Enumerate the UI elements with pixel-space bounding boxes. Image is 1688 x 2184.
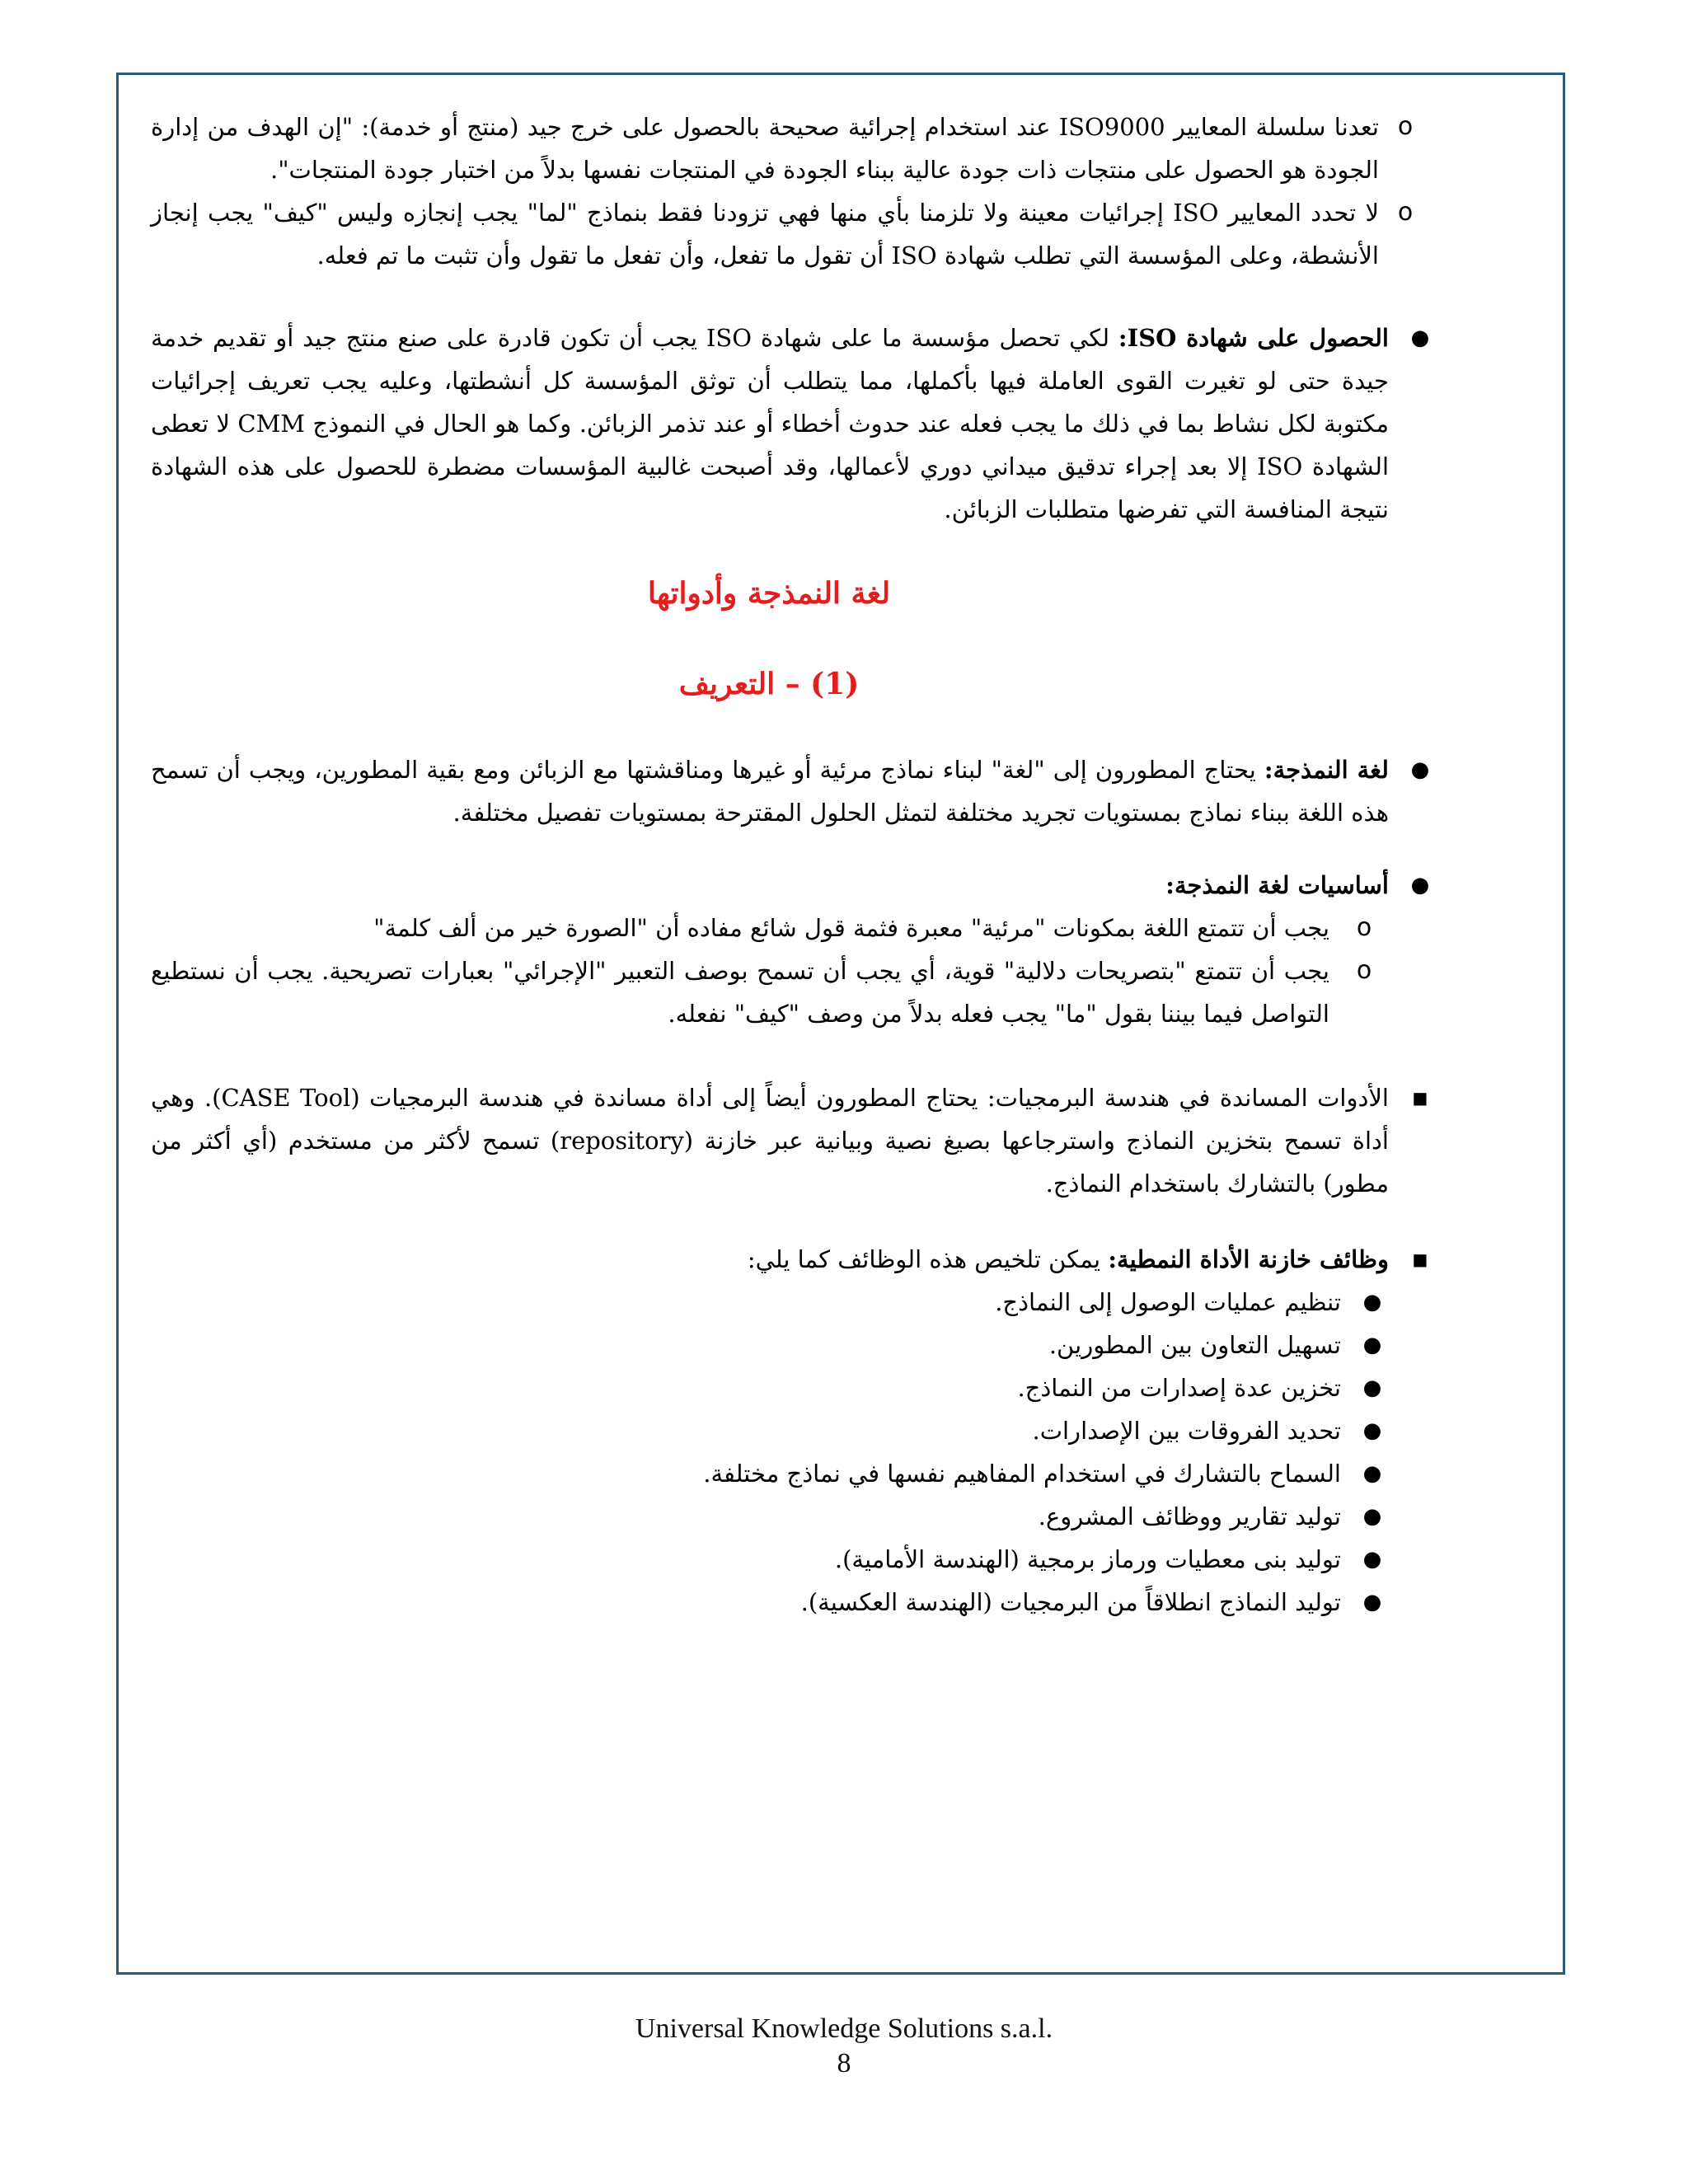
list-item-text: السماح بالتشارك في استخدام المفاهيم نفسها في نماذج مختلفة. (703, 1460, 1341, 1488)
list-item-text: تسهيل التعاون بين المطورين. (1048, 1331, 1341, 1359)
list-item (151, 949, 1389, 1035)
iso-certificate-label: الحصول على شهادة ISO: (1118, 324, 1389, 352)
list-item (151, 105, 1437, 191)
list-item-text: تخزين عدة إصدارات من النماذج. (1017, 1374, 1341, 1402)
bullet-icon: ● (1410, 873, 1430, 898)
page-content (151, 105, 1437, 1624)
iso-certificate-paragraph (151, 316, 1437, 531)
list-item-text: تنظيم عمليات الوصول إلى النماذج. (995, 1288, 1341, 1316)
bullet-icon: ● (1410, 757, 1430, 782)
basics-label: أساسيات لغة النمذجة: (1165, 871, 1389, 899)
modeling-language-text: يحتاج المطورون إلى "لغة" لبناء نماذج مرئية أو غيرها ومناقشتها مع الزبائن ومع بقية المطورين، ويجب أن تسمح هذه اللغة ببناء نماذج بمستويات تجريد مختلفة لتمثل الحلول المقترحة بمستويات تفصيل مختلفة. (151, 756, 1389, 827)
list-item-text: تعدنا سلسلة المعايير ISO9000 عند استخدام إجرائية صحيحة بالحصول على خرج جيد (منتج أو خدمة): "إن الهدف من إدارة الجودة هو الحصول على منتجات ذات جودة عالية ببناء الجودة في المنتجات نفسها بدلاً من اختبار جودة المنتجات". (151, 113, 1379, 184)
modeling-language-label: لغة النمذجة: (1264, 756, 1389, 784)
bullet-icon: ● (1410, 326, 1430, 350)
list-item-text: لا تحدد المعايير ISO إجرائيات معينة ولا تلزمنا بأي منها فهي تزودنا فقط بنماذج "لما" يجب إنجازه وليس "كيف" يجب إنجاز الأنشطة، وعلى المؤسسة التي تطلب شهادة ISO أن تقول ما تفعل، وأن تفعل ما تقول وأن تثبت ما تم فعله. (151, 199, 1379, 269)
list-item (151, 1324, 1389, 1366)
modeling-language-paragraph (151, 748, 1437, 834)
case-tools-text: الأدوات المساندة في هندسة البرمجيات: يحتاج المطورون أيضاً إلى أداة مساندة في هندسة البرمجيات (CASE Tool). وهي أداة تسمح بتخزين النماذج واسترجاعها بصيغ نصية وبيانية عبر خازنة (repository) تسمح لأكثر من مستخدم (أي أكثر من مطور) بالتشارك باستخدام النماذج. (151, 1084, 1389, 1197)
repository-functions-list (151, 1281, 1389, 1624)
case-tools-paragraph (151, 1076, 1437, 1205)
subsection-heading: (1) – التعريف (678, 667, 860, 701)
repository-functions-label: وظائف خازنة الأداة النمطية: (1108, 1245, 1389, 1273)
bullet-icon: ● (1362, 1547, 1382, 1572)
list-item-text: يجب أن تتمتع "بتصريحات دلالية" قوية، أي يجب أن تسمح بوصف التعبير "الإجرائي" بعبارات تصريحية. يجب أن نستطيع التواصل فيما بيننا بقول "ما" يجب فعله بدلاً من وصف "كيف" نفعله. (151, 957, 1329, 1028)
list-item-text: توليد النماذج انطلاقاً من البرمجيات (الهندسة العكسية). (800, 1588, 1341, 1616)
repository-functions-text: يمكن تلخيص هذه الوظائف كما يلي: (747, 1245, 1109, 1273)
footer-company: Universal Knowledge Solutions s.a.l. (635, 2013, 1053, 2044)
bullet-icon: ● (1362, 1461, 1382, 1486)
circle-bullet-icon: o (1397, 112, 1414, 141)
bullet-icon: ● (1362, 1418, 1382, 1443)
circle-bullet-icon: o (1356, 913, 1372, 942)
list-item-text: تحديد الفروقات بين الإصدارات. (1032, 1417, 1341, 1445)
bullet-icon: ● (1362, 1590, 1382, 1615)
basics-heading (151, 864, 1437, 907)
list-item (151, 1409, 1389, 1452)
list-item-text: يجب أن تتمتع اللغة بمكونات "مرئية" معبرة فثمة قول شائع مفاده أن "الصورة خير من ألف كلمة" (373, 914, 1329, 942)
section-heading: لغة النمذجة وأدواتها (647, 576, 891, 611)
repository-functions-heading (151, 1238, 1437, 1281)
bullet-icon: ● (1362, 1290, 1382, 1315)
square-bullet-icon: ■ (1412, 1249, 1428, 1269)
list-item-text: توليد بنى معطيات ورماز برمجية (الهندسة الأمامية). (834, 1545, 1341, 1573)
list-item (151, 1538, 1389, 1581)
list-item (151, 1452, 1389, 1495)
list-item (151, 1366, 1389, 1409)
list-item (151, 191, 1437, 277)
bullet-icon: ● (1362, 1504, 1382, 1529)
list-item-text: توليد تقارير ووظائف المشروع. (1038, 1502, 1341, 1530)
square-bullet-icon: ■ (1412, 1088, 1428, 1108)
list-item (151, 1281, 1389, 1324)
page-number: 8 (837, 2048, 851, 2079)
iso-certificate-text: لكي تحصل مؤسسة ما على شهادة ISO يجب أن تكون قادرة على صنع منتج جيد أو تقديم خدمة جيدة حتى لو تغيرت القوى العاملة فيها بأكملها، مما يتطلب أن توثق المؤسسة كل أنشطتها، وعليه يجب تعريف إجرائيات مكتوبة لكل نشاط بما في ذلك ما يجب فعله عند حدوث أخطاء أو عند تذمر الزبائن. وكما هو الحال في النموذج CMM لا تعطى الشهادة ISO إلا بعد إجراء تدقيق ميداني دوري لأعمالها، وقد أصبحت غالبية المؤسسات مضطرة للحصول على هذه الشهادة نتيجة المنافسة التي تفرضها متطلبات الزبائن. (151, 324, 1389, 523)
list-item (151, 1495, 1389, 1538)
circle-bullet-icon: o (1356, 956, 1372, 985)
bullet-icon: ● (1362, 1376, 1382, 1400)
circle-bullet-icon: o (1397, 198, 1414, 227)
list-item (151, 1581, 1389, 1624)
list-item (151, 907, 1389, 949)
bullet-icon: ● (1362, 1333, 1382, 1357)
